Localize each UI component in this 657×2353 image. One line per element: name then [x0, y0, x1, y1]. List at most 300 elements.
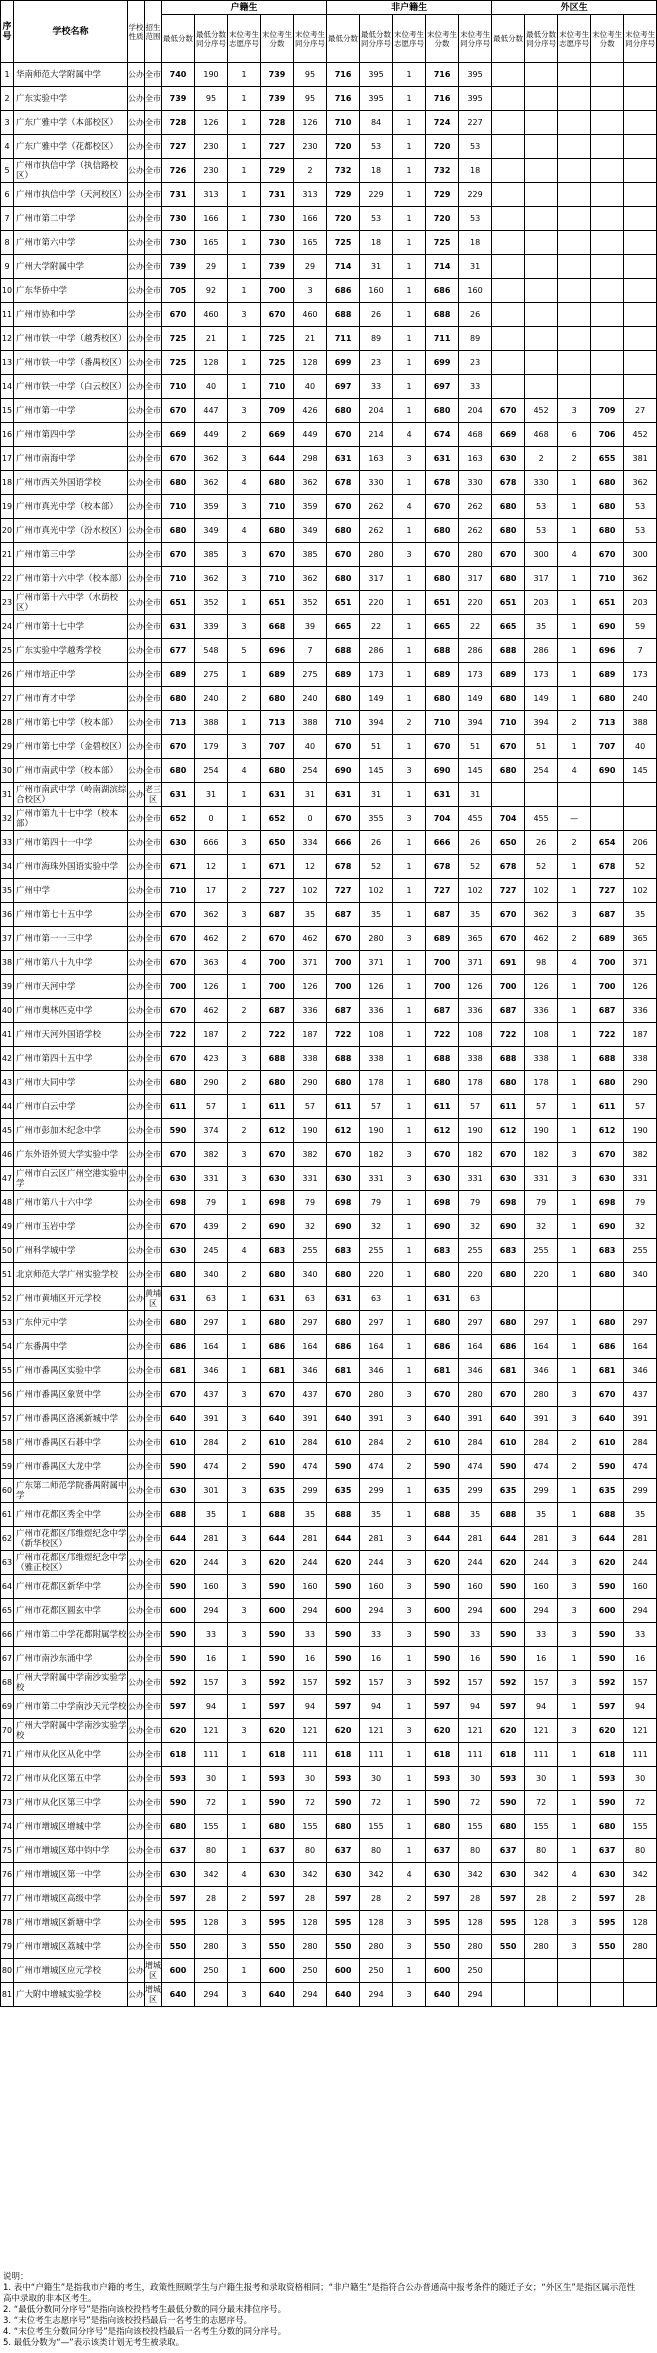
cell-f-3: 2 [393, 1887, 426, 1911]
cell-h-3: 1 [228, 1287, 261, 1311]
table-row [1, 279, 657, 303]
cell-h-1: 670 [162, 927, 195, 951]
cell-w-5: 206 [624, 831, 657, 855]
cell-h-1: 620 [162, 1551, 195, 1575]
cell-w-2: 331 [525, 1167, 558, 1191]
row-seq: 28 [1, 711, 14, 735]
cell-w-5: 280 [624, 1935, 657, 1959]
cell-f-3: 1 [393, 1695, 426, 1719]
school-name: 广东第二师范学院番禺附属中学 [14, 1479, 128, 1503]
cell-w-4 [591, 351, 624, 375]
cell-w-4: 590 [591, 1455, 624, 1479]
cell-h-1: 595 [162, 1911, 195, 1935]
cell-h-2: 301 [195, 1479, 228, 1503]
cell-h-1: 725 [162, 351, 195, 375]
cell-w-3: 1 [558, 1095, 591, 1119]
school-nature: 公办 [128, 1503, 145, 1527]
cell-w-5: 16 [624, 1647, 657, 1671]
school-name: 广州市番禺区象贤中学 [14, 1383, 128, 1407]
cell-w-5: 452 [624, 423, 657, 447]
cell-h-5: 359 [294, 495, 327, 519]
cell-f-3: 1 [393, 399, 426, 423]
cell-f-2: 164 [360, 1335, 393, 1359]
cell-f-2: 157 [360, 1671, 393, 1695]
cell-h-2: 423 [195, 1047, 228, 1071]
table-row [1, 135, 657, 159]
cell-h-3: 1 [228, 1767, 261, 1791]
cell-f-2: 178 [360, 1071, 393, 1095]
cell-f-2: 474 [360, 1455, 393, 1479]
cell-f-2: 35 [360, 903, 393, 927]
cell-h-4: 681 [261, 1359, 294, 1383]
cell-h-2: 244 [195, 1551, 228, 1575]
cell-w-4: 698 [591, 1191, 624, 1215]
admission-scope: 全市 [145, 663, 162, 687]
cell-f-1: 595 [327, 1911, 360, 1935]
cell-w-1: 680 [492, 1071, 525, 1095]
cell-w-4 [591, 1983, 624, 2007]
cell-w-3: 1 [558, 1023, 591, 1047]
school-nature: 公办 [128, 1839, 145, 1863]
cell-f-2: 280 [360, 1935, 393, 1959]
cell-w-1: 681 [492, 1359, 525, 1383]
cell-f-4: 590 [426, 1623, 459, 1647]
admission-scope: 全市 [145, 615, 162, 639]
cell-f-4: 716 [426, 87, 459, 111]
cell-w-1: 600 [492, 1599, 525, 1623]
cell-f-5: 72 [459, 1791, 492, 1815]
school-name: 广州市番禺区洛溪新城中学 [14, 1407, 128, 1431]
cell-w-3: 1 [558, 1263, 591, 1287]
cell-f-1: 670 [327, 423, 360, 447]
cell-w-4: 727 [591, 879, 624, 903]
cell-w-3: 1 [558, 1815, 591, 1839]
school-nature: 公办 [128, 543, 145, 567]
cell-f-3: 1 [393, 903, 426, 927]
cell-h-1: 725 [162, 327, 195, 351]
admission-scope: 全市 [145, 1911, 162, 1935]
cell-w-2: 254 [525, 759, 558, 783]
admission-scope: 全市 [145, 711, 162, 735]
cell-f-2: 182 [360, 1143, 393, 1167]
cell-w-2: 474 [525, 1455, 558, 1479]
cell-w-3 [558, 351, 591, 375]
cell-f-5: 336 [459, 999, 492, 1023]
cell-w-3: 3 [558, 1167, 591, 1191]
school-name: 广州市铁一中学（越秀校区） [14, 327, 128, 351]
cell-h-3: 4 [228, 759, 261, 783]
row-seq: 24 [1, 615, 14, 639]
cell-f-3: 2 [393, 711, 426, 735]
cell-f-4: 597 [426, 1695, 459, 1719]
cell-f-2: 299 [360, 1479, 393, 1503]
subheader-fei-huji-3: 末位考生志愿序号 [393, 15, 426, 63]
cell-f-3: 1 [393, 687, 426, 711]
cell-h-4: 690 [261, 1215, 294, 1239]
cell-w-5: 173 [624, 663, 657, 687]
cell-f-3: 1 [393, 1791, 426, 1815]
cell-w-5 [624, 327, 657, 351]
cell-w-3: 1 [558, 1191, 591, 1215]
cell-f-3: 1 [393, 1095, 426, 1119]
cell-w-5: 53 [624, 495, 657, 519]
cell-f-1: 631 [327, 447, 360, 471]
cell-w-3: 3 [558, 1551, 591, 1575]
cell-f-3: 3 [393, 1719, 426, 1743]
cell-w-3: 1 [558, 591, 591, 615]
admission-scope: 全市 [145, 1479, 162, 1503]
admission-scope: 全市 [145, 927, 162, 951]
cell-w-1: 678 [492, 471, 525, 495]
cell-h-2: 362 [195, 447, 228, 471]
cell-f-2: 355 [360, 807, 393, 831]
cell-h-5: 371 [294, 951, 327, 975]
cell-w-1 [492, 231, 525, 255]
school-name: 广州市花都区新华中学 [14, 1575, 128, 1599]
cell-h-3: 4 [228, 519, 261, 543]
school-nature: 公办 [128, 807, 145, 831]
cell-w-3: 1 [558, 1647, 591, 1671]
cell-f-5: 31 [459, 255, 492, 279]
cell-w-2 [525, 231, 558, 255]
cell-f-3: 3 [393, 543, 426, 567]
admission-scope: 全市 [145, 1359, 162, 1383]
row-seq: 63 [1, 1551, 14, 1575]
cell-w-2: 362 [525, 903, 558, 927]
cell-f-1: 600 [327, 1959, 360, 1983]
school-name: 广州市海珠外国语实验中学 [14, 855, 128, 879]
school-name: 广州市执信中学（天河校区） [14, 183, 128, 207]
cell-w-3 [558, 783, 591, 807]
cell-h-1: 731 [162, 183, 195, 207]
admission-scope: 全市 [145, 1143, 162, 1167]
cell-h-1: 600 [162, 1599, 195, 1623]
cell-h-4: 670 [261, 927, 294, 951]
admission-scope: 全市 [145, 1383, 162, 1407]
cell-f-5: 53 [459, 207, 492, 231]
subheader-fei-huji-4: 末位考生分数 [426, 15, 459, 63]
cell-w-1: 670 [492, 735, 525, 759]
admission-scope: 全市 [145, 135, 162, 159]
cell-f-3: 1 [393, 351, 426, 375]
cell-f-5: 317 [459, 567, 492, 591]
cell-f-5: 182 [459, 1143, 492, 1167]
school-nature: 公办 [128, 1407, 145, 1431]
cell-f-5: 280 [459, 543, 492, 567]
cell-w-5: 474 [624, 1455, 657, 1479]
table-row [1, 471, 657, 495]
school-name: 广州市铁一中学（白云校区） [14, 375, 128, 399]
cell-h-4: 590 [261, 1455, 294, 1479]
cell-h-5: 111 [294, 1743, 327, 1767]
cell-h-1: 610 [162, 1431, 195, 1455]
row-seq: 73 [1, 1791, 14, 1815]
school-name: 广州市大同中学 [14, 1071, 128, 1095]
cell-h-2: 339 [195, 615, 228, 639]
cell-w-1 [492, 111, 525, 135]
cell-f-5: 220 [459, 1263, 492, 1287]
cell-f-4: 680 [426, 519, 459, 543]
cell-w-1: 690 [492, 1215, 525, 1239]
cell-f-3: 1 [393, 1311, 426, 1335]
school-nature: 公办 [128, 159, 145, 183]
cell-w-4: 590 [591, 1647, 624, 1671]
cell-h-1: 590 [162, 1119, 195, 1143]
cell-h-5: 230 [294, 135, 327, 159]
cell-h-3: 2 [228, 1023, 261, 1047]
cell-f-5: 145 [459, 759, 492, 783]
school-name: 广州市第七中学（金碧校区） [14, 735, 128, 759]
cell-f-5: 121 [459, 1719, 492, 1743]
cell-f-1: 687 [327, 999, 360, 1023]
cell-f-1: 670 [327, 807, 360, 831]
school-nature: 公办 [128, 1767, 145, 1791]
table-row [1, 159, 657, 183]
admission-scope: 全市 [145, 159, 162, 183]
subheader-huji-3: 末位考生志愿序号 [228, 15, 261, 63]
cell-h-1: 630 [162, 1863, 195, 1887]
cell-f-3: 4 [393, 495, 426, 519]
cell-f-3: 1 [393, 615, 426, 639]
cell-h-1: 705 [162, 279, 195, 303]
table-row [1, 831, 657, 855]
admission-scope: 全市 [145, 1839, 162, 1863]
cell-f-3: 1 [393, 87, 426, 111]
cell-h-4: 680 [261, 519, 294, 543]
cell-h-5: 7 [294, 639, 327, 663]
cell-h-5: 164 [294, 1335, 327, 1359]
note-line: 2. “最低分数同分序号”是指向该校投档考生最低分数的同分最末排位序号。 [3, 2305, 287, 2315]
subheader-wai-qu-3: 末位考生志愿序号 [558, 15, 591, 63]
cell-w-5: 190 [624, 1119, 657, 1143]
cell-h-2: 157 [195, 1671, 228, 1695]
cell-h-1: 677 [162, 639, 195, 663]
school-nature: 公办 [128, 207, 145, 231]
cell-h-3: 1 [228, 1191, 261, 1215]
cell-h-3: 3 [228, 615, 261, 639]
row-seq: 60 [1, 1479, 14, 1503]
cell-f-4: 651 [426, 591, 459, 615]
cell-h-2: 165 [195, 231, 228, 255]
school-nature: 公办 [128, 1959, 145, 1983]
cell-f-1: 592 [327, 1671, 360, 1695]
cell-f-4: 681 [426, 1359, 459, 1383]
cell-f-3: 1 [393, 879, 426, 903]
cell-h-4: 729 [261, 159, 294, 183]
cell-w-4: 690 [591, 1215, 624, 1239]
cell-f-3: 3 [393, 1167, 426, 1191]
cell-h-3: 3 [228, 1671, 261, 1695]
cell-h-5: 187 [294, 1023, 327, 1047]
cell-f-3: 3 [393, 1911, 426, 1935]
cell-h-4: 590 [261, 1623, 294, 1647]
school-nature: 公办 [128, 1071, 145, 1095]
cell-w-3 [558, 159, 591, 183]
cell-f-4: 640 [426, 1983, 459, 2007]
cell-f-5: 299 [459, 1479, 492, 1503]
cell-f-2: 121 [360, 1719, 393, 1743]
table-row [1, 1047, 657, 1071]
cell-w-2: 160 [525, 1575, 558, 1599]
cell-h-3: 3 [228, 1623, 261, 1647]
cell-h-2: 35 [195, 1503, 228, 1527]
table-row [1, 1887, 657, 1911]
cell-w-3: 2 [558, 447, 591, 471]
cell-h-3: 1 [228, 591, 261, 615]
header-huji: 户籍生 [162, 1, 327, 15]
cell-w-5: 336 [624, 999, 657, 1023]
school-name: 广州市第四十五中学 [14, 1047, 128, 1071]
cell-f-5: 294 [459, 1983, 492, 2007]
cell-w-5: 388 [624, 711, 657, 735]
cell-f-5: 32 [459, 1215, 492, 1239]
cell-f-4: 600 [426, 1599, 459, 1623]
cell-w-4: 696 [591, 639, 624, 663]
cell-f-2: 250 [360, 1959, 393, 1983]
cell-w-5: 203 [624, 591, 657, 615]
cell-f-1: 680 [327, 687, 360, 711]
cell-w-4: 688 [591, 1503, 624, 1527]
cell-h-5: 12 [294, 855, 327, 879]
cell-f-1: 729 [327, 183, 360, 207]
cell-h-3: 3 [228, 1527, 261, 1551]
cell-f-1: 699 [327, 351, 360, 375]
cell-f-2: 317 [360, 567, 393, 591]
cell-f-2: 395 [360, 87, 393, 111]
cell-h-2: 342 [195, 1863, 228, 1887]
cell-w-2: 16 [525, 1647, 558, 1671]
table-row [1, 447, 657, 471]
cell-f-1: 720 [327, 135, 360, 159]
cell-h-2: 94 [195, 1695, 228, 1719]
cell-w-5: 331 [624, 1167, 657, 1191]
cell-w-3: 1 [558, 471, 591, 495]
cell-f-4: 700 [426, 975, 459, 999]
school-nature: 公办 [128, 1119, 145, 1143]
cell-f-2: 338 [360, 1047, 393, 1071]
cell-f-5: 155 [459, 1815, 492, 1839]
cell-h-5: 3 [294, 279, 327, 303]
cell-f-5: 474 [459, 1455, 492, 1479]
cell-w-3: 4 [558, 543, 591, 567]
school-nature: 公办 [128, 615, 145, 639]
cell-f-1: 680 [327, 519, 360, 543]
cell-h-1: 700 [162, 975, 195, 999]
cell-h-2: 391 [195, 1407, 228, 1431]
cell-f-3: 3 [393, 1623, 426, 1647]
cell-h-3: 2 [228, 1887, 261, 1911]
cell-h-3: 1 [228, 159, 261, 183]
school-name: 广州市真光中学（校本部） [14, 495, 128, 519]
cell-w-3: 1 [558, 975, 591, 999]
cell-w-3 [558, 87, 591, 111]
admission-scope: 全市 [145, 1767, 162, 1791]
cell-h-2: 30 [195, 1767, 228, 1791]
cell-h-5: 281 [294, 1527, 327, 1551]
cell-w-5: 338 [624, 1047, 657, 1071]
subheader-fei-huji-2: 最低分数同分序号 [360, 15, 393, 63]
cell-h-1: 644 [162, 1527, 195, 1551]
cell-f-4: 670 [426, 735, 459, 759]
cell-w-3: 1 [558, 1479, 591, 1503]
cell-h-3: 1 [228, 1791, 261, 1815]
cell-w-1: 597 [492, 1887, 525, 1911]
cell-f-2: 255 [360, 1239, 393, 1263]
cell-f-4: 670 [426, 1143, 459, 1167]
cell-w-3 [558, 135, 591, 159]
table-row [1, 1143, 657, 1167]
table-row [1, 1599, 657, 1623]
cell-f-3: 1 [393, 735, 426, 759]
cell-w-3 [558, 183, 591, 207]
row-seq: 77 [1, 1887, 14, 1911]
cell-h-5: 160 [294, 1575, 327, 1599]
school-name: 广东番禺中学 [14, 1335, 128, 1359]
row-seq: 56 [1, 1383, 14, 1407]
school-name: 广州市第四中学 [14, 423, 128, 447]
cell-w-4: 630 [591, 1863, 624, 1887]
cell-f-4: 689 [426, 663, 459, 687]
cell-w-4: 593 [591, 1767, 624, 1791]
row-seq: 39 [1, 975, 14, 999]
school-name: 广州市第八十六中学 [14, 1191, 128, 1215]
cell-f-5: 63 [459, 1287, 492, 1311]
cell-h-2: 290 [195, 1071, 228, 1095]
cell-w-3: 3 [558, 1143, 591, 1167]
cell-w-3: 1 [558, 1359, 591, 1383]
cell-f-1: 635 [327, 1479, 360, 1503]
row-seq: 50 [1, 1239, 14, 1263]
cell-h-1: 681 [162, 1359, 195, 1383]
subheader-huji-2: 最低分数同分序号 [195, 15, 228, 63]
cell-w-5 [624, 207, 657, 231]
cell-f-4: 600 [426, 1959, 459, 1983]
cell-w-5: 437 [624, 1383, 657, 1407]
row-seq: 71 [1, 1743, 14, 1767]
cell-w-3: 1 [558, 1839, 591, 1863]
row-seq: 67 [1, 1647, 14, 1671]
cell-f-1: 727 [327, 879, 360, 903]
cell-h-4: 630 [261, 1863, 294, 1887]
cell-w-4: 590 [591, 1791, 624, 1815]
school-name: 广东广雅中学（本部校区） [14, 111, 128, 135]
row-seq: 45 [1, 1119, 14, 1143]
cell-f-4: 725 [426, 231, 459, 255]
cell-w-3 [558, 207, 591, 231]
school-nature: 公办 [128, 567, 145, 591]
school-name: 广州市花都区圆玄中学 [14, 1599, 128, 1623]
cell-h-2: 437 [195, 1383, 228, 1407]
cell-w-5: 155 [624, 1815, 657, 1839]
admission-scope: 全市 [145, 303, 162, 327]
school-name: 广州市第三中学 [14, 543, 128, 567]
row-seq: 70 [1, 1719, 14, 1743]
cell-h-3: 1 [228, 255, 261, 279]
cell-w-4: 680 [591, 1071, 624, 1095]
table-row [1, 1191, 657, 1215]
cell-w-4: 680 [591, 687, 624, 711]
cell-w-5: 362 [624, 471, 657, 495]
cell-w-3: 3 [558, 1671, 591, 1695]
cell-f-5: 280 [459, 1383, 492, 1407]
cell-w-4: 595 [591, 1911, 624, 1935]
cell-f-2: 336 [360, 999, 393, 1023]
row-seq: 36 [1, 903, 14, 927]
row-seq: 38 [1, 951, 14, 975]
table-row [1, 1551, 657, 1575]
cell-h-5: 255 [294, 1239, 327, 1263]
admission-scope: 全市 [145, 1623, 162, 1647]
